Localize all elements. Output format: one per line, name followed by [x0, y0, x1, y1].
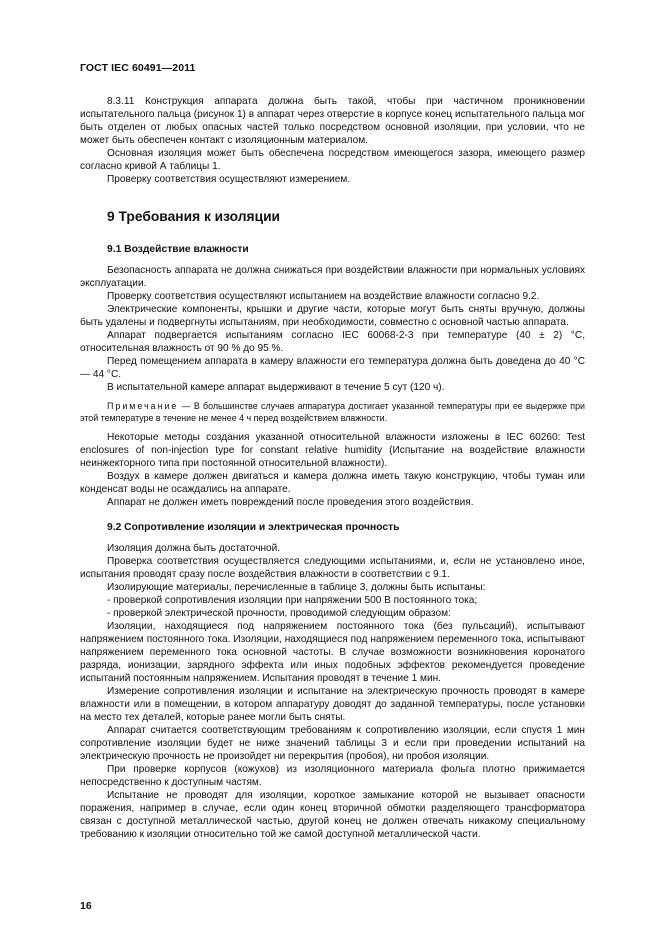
document-header: ГОСТ IEC 60491—2011 — [80, 62, 196, 74]
paragraph: Электрические компоненты, крышки и другие части, которые могут быть сняты вручную, должны быть удалены и подвергнуты испытаниям, при необходимости, совместно с основной частью аппарата. — [80, 304, 585, 328]
document-body — [80, 95, 585, 841]
note-label: Примечание — [107, 401, 179, 411]
paragraph: Некоторые методы создания указанной относительной влажности изложены в IEC 60260: Test enclosures of non-injection type for constant relative humidity (Испытание на воздействие влажности неинжекторного типа при постоянной относительной влажности). — [80, 432, 585, 469]
paragraph: Испытание не проводят для изоляции, короткое замыкание которой не вызывает опасности поражения, например в случае, если один конец вторичной обмотки разделяющего трансформатора связан с доступной металлической частью, другой конец не должен отвечать никакому специальному требованию к изоляции относительно той же самой доступной металлической части. — [80, 790, 585, 840]
paragraph: Проверку соответствия осуществляют испытанием на воздействие влажности согласно 9.2. — [107, 291, 540, 302]
list-item: - проверкой сопротивления изоляции при напряжении 500 В постоянного тока; — [107, 595, 478, 606]
paragraph: Измерение сопротивления изоляции и испытание на электрическую прочность проводят в камере влажности или в помещении, в котором аппаратуру доводят до заданной температуры, после установки на место тех деталей, которые ранее могли быть сняты. — [80, 686, 585, 723]
paragraph: Изоляция должна быть достаточной. — [107, 543, 281, 554]
note-text: — В большинстве случаев аппаратура достигает указанной температуры при ее выдержке при этой температуре в течение не менее 4 ч перед воздействием влажности. — [80, 401, 585, 423]
paragraph-8-3-11: 8.3.11 Конструкция аппарата должна быть такой, чтобы при частичном проникновении испытательного пальца (рисунок 1) в аппарат через отверстие в корпусе конец испытательного пальца мог быть отделен от любых опасных частей только посредством основной изоляции, при условии, что не может быть обеспечен контакт с изоляционным материалом. — [80, 96, 585, 146]
subsection-heading-9-1: 9.1 Воздействие влажности — [107, 244, 249, 255]
note — [80, 400, 585, 424]
paragraph: Безопасность аппарата не должна снижаться при воздействии влажности при нормальных условиях эксплуатации. — [80, 265, 585, 289]
paragraph: Перед помещением аппарата в камеру влажности его температура должна быть доведена до 40 °С — 44 °С. — [80, 356, 585, 380]
paragraph: Основная изоляция может быть обеспечена посредством имеющегося зазора, имеющего размер согласно кривой А таблицы 1. — [80, 148, 585, 172]
paragraph: Воздух в камере должен двигаться и камера должна иметь такую конструкцию, чтобы туман или конденсат воды не осаждались на аппарате. — [80, 471, 585, 495]
paragraph: В испытательной камере аппарат выдерживают в течение 5 сут (120 ч). — [107, 382, 445, 393]
paragraph: Изолирующие материалы, перечисленные в таблице 3, должны быть испытаны: — [107, 582, 486, 593]
paragraph: Проверка соответствия осуществляется следующими испытаниями, и, если не установлено иное, испытания проводят сразу после воздействия влажности в соответствии с 9.1. — [80, 556, 585, 580]
paragraph: Аппарат подвергается испытаниям согласно IEC 60068-2-3 при температуре (40 ± 2) °С, относительная влажность от 90 % до 95 %. — [80, 330, 585, 354]
paragraph: Аппарат считается соответствующим требованиям к сопротивлению изоляции, если спустя 1 мин сопротивление изоляции будет не ниже значений таблицы 3 и если при проведении испытаний на электрическую прочность не произойдет ни перекрытия (пробоя), ни пробоя изоляции. — [80, 725, 585, 762]
paragraph: При проверке корпусов (кожухов) из изоляционного материала фольга плотно прижимается непосредственно к доступным частям. — [80, 764, 585, 788]
page-number: 16 — [80, 900, 92, 912]
paragraph: Аппарат не должен иметь повреждений после проведения этого воздействия. — [107, 497, 474, 508]
subsection-heading-9-2: 9.2 Сопротивление изоляции и электрическая прочность — [107, 522, 400, 533]
list-item: - проверкой электрической прочности, проводимой следующим образом: — [107, 608, 451, 619]
paragraph: Изоляции, находящиеся под напряжением постоянного тока (без пульсаций), испытывают напряжением постоянного тока. Изоляции, находящиеся под напряжением переменного тока, испытывают напряжением переменного тока основной частоты. В случае возможности возникновения коронатого разряда, ионизации, зарядного эффекта или иных подобных эффектов рекомендуется проведение испытаний постоянным напряжением. Испытания проводят в течение 1 мин. — [80, 621, 585, 684]
paragraph: Проверку соответствия осуществляют измерением. — [107, 174, 351, 185]
section-heading-9: 9 Требования к изоляции — [107, 209, 281, 224]
